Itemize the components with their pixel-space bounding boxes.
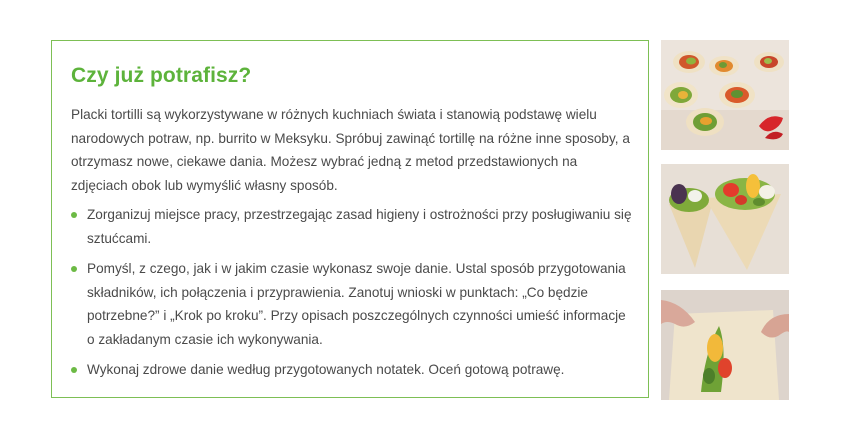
bullet-list <box>71 203 637 389</box>
bullet-text: Wykonaj zdrowe danie według przygotowanych notatek. Oceń gotową potrawę. <box>87 362 565 377</box>
photo-folding-tortilla <box>661 290 789 400</box>
bullet-item <box>71 203 637 250</box>
bullet-dot-icon <box>71 367 77 373</box>
bullet-dot-icon <box>71 266 77 272</box>
bullet-item <box>71 358 637 382</box>
bullet-item <box>71 257 637 351</box>
photo-tortilla-cones <box>661 164 789 274</box>
bullet-text: Zorganizuj miejsce pracy, przestrzegając zasad higieny i ostrożności przy posługiwaniu się sztućcami. <box>87 207 632 246</box>
box-title: Czy już potrafisz? <box>71 64 252 87</box>
intro-paragraph: Placki tortilli są wykorzystywane w różnych kuchniach świata i stanowią podstawę wielu narodowych potraw, np. burrito w Meksyku. Spróbuj zawinąć tortillę na różne inne sposoby, a otrzymasz nowe, ciekawe dania. Możesz wybrać jedną z metod przedstawionych na zdjęciach obok lub wymyślić własny sposób. <box>71 107 630 193</box>
task-box <box>51 40 649 398</box>
bullet-text: Pomyśl, z czego, jak i w jakim czasie wykonasz swoje danie. Ustal sposób przygotowania składników, ich połączenia i przyprawienia. Zanotuj wnioski w punktach: „Co będzie potrzebne?” i „Krok po kroku”. Przy opisach poszczególnych czynności umieść informacje o zakładanym czasie ich wykonywania. <box>87 261 626 347</box>
bullet-dot-icon <box>71 212 77 218</box>
photo-tortilla-rolls <box>661 40 789 150</box>
